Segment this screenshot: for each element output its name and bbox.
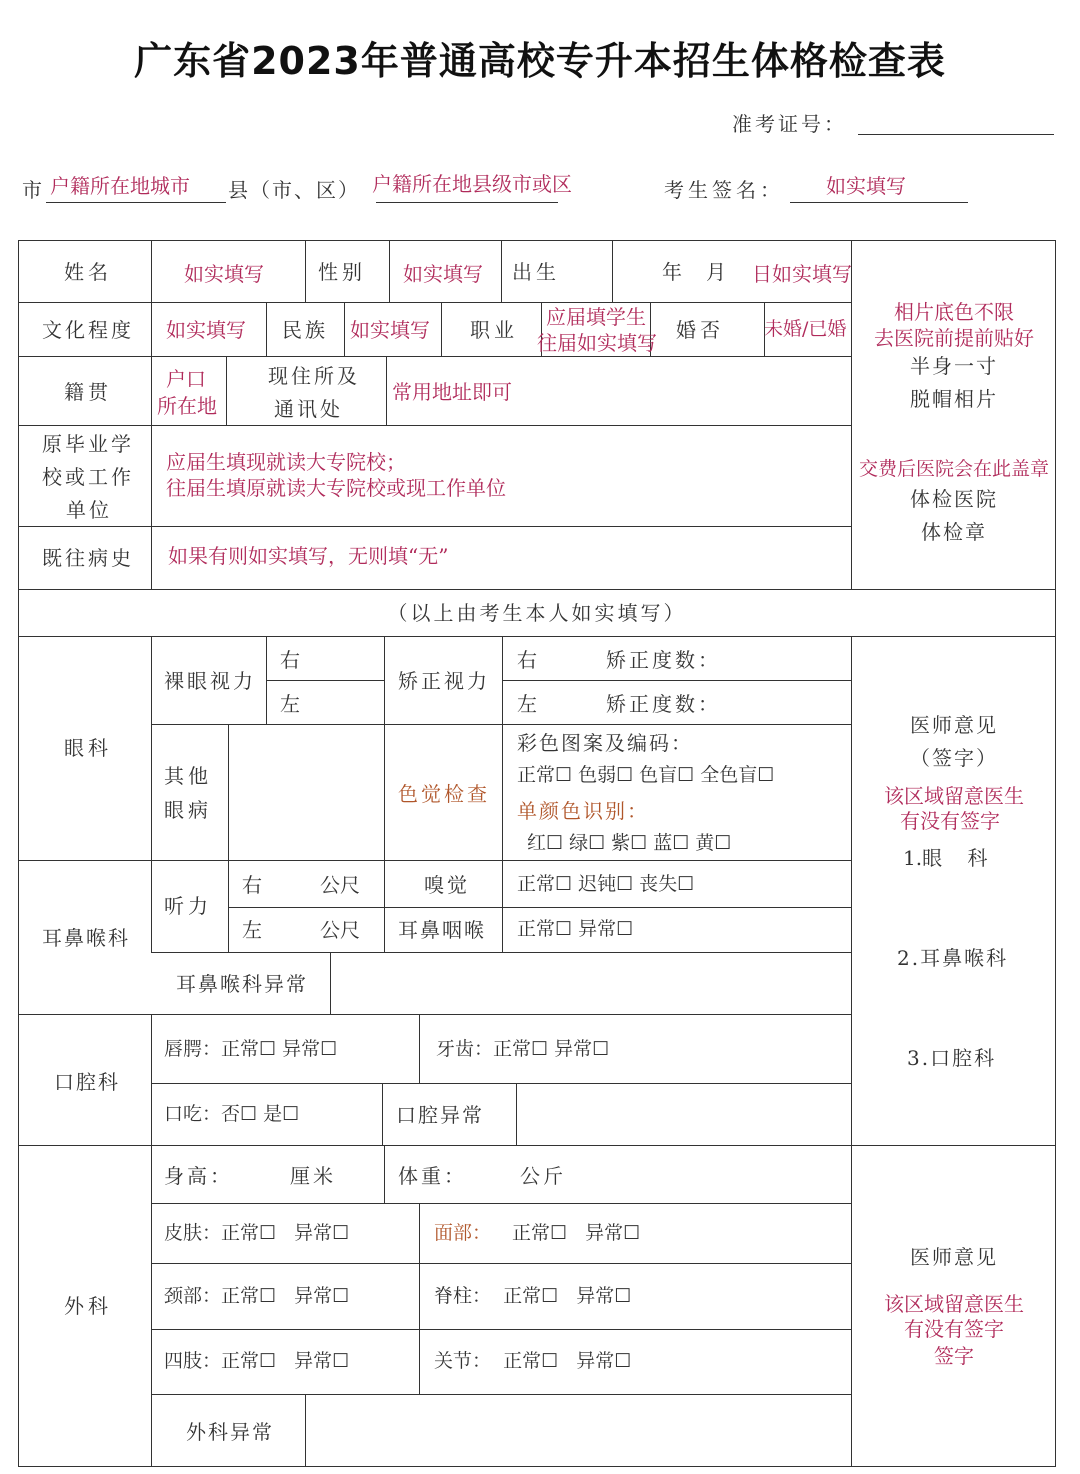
edu-label: 文化程度: [42, 318, 134, 342]
school-value-line2[interactable]: 往届生填原就读大专院校或现工作单位: [166, 476, 506, 500]
job-label: 职业: [470, 318, 518, 342]
job-value-line2[interactable]: 往届如实填写: [537, 331, 657, 355]
hearing-right-unit: 公尺: [320, 873, 360, 897]
color-check-label: 色觉检查: [398, 782, 490, 806]
ent-section-label: 耳鼻喉科: [42, 926, 130, 950]
surgery-doctor-opinion: 医师意见: [910, 1245, 998, 1269]
name-label: 姓名: [64, 260, 112, 284]
throat-label: 耳鼻咽喉: [398, 918, 486, 942]
surgery-abnormal-label: 外科异常: [186, 1420, 274, 1444]
hearing-right-label: 右: [242, 873, 262, 897]
limbs-options[interactable]: 四肢：正常☐ 异常☐: [164, 1350, 350, 1372]
single-color-options[interactable]: 红☐ 绿☐ 紫☐ 蓝☐ 黄☐: [527, 832, 732, 854]
corrected-right-degree[interactable]: 矫正度数：: [606, 648, 721, 672]
city-value[interactable]: 户籍所在地城市: [50, 174, 190, 198]
ethnic-value[interactable]: 如实填写: [350, 318, 430, 342]
month-label: 月: [706, 260, 726, 284]
face-label: 面部：: [434, 1222, 492, 1244]
photo-size-note: 半身一寸: [910, 354, 998, 378]
corrected-left-label: 左: [517, 692, 537, 716]
year-label: 年: [662, 260, 682, 284]
name-value[interactable]: 如实填写: [184, 262, 264, 286]
oral-section-label: 口腔科: [54, 1070, 120, 1094]
eye-section-label: 眼科: [64, 736, 112, 760]
birth-label: 出生: [512, 260, 560, 284]
sign-label: 考生签名：: [664, 178, 784, 202]
gender-value[interactable]: 如实填写: [403, 262, 483, 286]
school-label-line3: 单位: [66, 498, 112, 522]
joints-options[interactable]: 关节： 正常☐ 异常☐: [434, 1350, 632, 1372]
surgery-doctor-sign[interactable]: 签字: [934, 1344, 974, 1368]
stutter-options[interactable]: 口吃：否☐ 是☐: [164, 1103, 300, 1125]
height-label: 身高：: [164, 1164, 233, 1188]
hukou-line2: 所在地: [157, 394, 217, 418]
throat-options[interactable]: 正常☐ 异常☐: [517, 918, 634, 940]
corrected-right-label: 右: [517, 648, 537, 672]
lips-options[interactable]: 唇腭：正常☐ 异常☐: [164, 1038, 338, 1060]
ticket-number-field[interactable]: [858, 134, 1054, 135]
corrected-left-degree[interactable]: 矫正度数：: [606, 692, 721, 716]
day-value[interactable]: 日如实填写: [752, 262, 852, 286]
hearing-left-label: 左: [242, 918, 262, 942]
naked-vision-label: 裸眼视力: [164, 669, 256, 693]
neck-options[interactable]: 颈部：正常☐ 异常☐: [164, 1285, 350, 1307]
page-title: 广东省2023年普通高校专升本招生体格检查表: [134, 39, 946, 83]
hearing-label: 听力: [164, 894, 212, 918]
doctor-sign-oral[interactable]: 3.口腔科: [907, 1046, 997, 1070]
single-color-label: 单颜色识别：: [517, 799, 649, 823]
county-underline: [376, 202, 558, 203]
photo-note-1: 相片底色不限: [894, 300, 1014, 324]
photo-hat-note: 脱帽相片: [910, 387, 998, 411]
doctor-sign-label: （签字）: [910, 746, 998, 770]
edu-value[interactable]: 如实填写: [166, 318, 246, 342]
city-prefix: 市: [22, 178, 42, 202]
job-value-line1[interactable]: 应届填学生: [546, 305, 646, 329]
color-pattern-options[interactable]: 正常☐ 色弱☐ 色盲☐ 全色盲☐: [517, 764, 775, 786]
weight-unit: 公斤: [520, 1164, 566, 1188]
doctor-opinion-label: 医师意见: [910, 713, 998, 737]
doctor-sign-ent[interactable]: 2.耳鼻喉科: [897, 946, 1009, 970]
school-label-line1: 原毕业学: [42, 432, 134, 456]
address-label-line1: 现住所及: [268, 364, 360, 388]
stamp-label: 体检章: [921, 520, 987, 544]
color-pattern-label: 彩色图案及编码：: [517, 731, 693, 755]
stamp-note: 交费后医院会在此盖章: [858, 458, 1049, 480]
smell-options[interactable]: 正常☐ 迟钝☐ 丧失☐: [517, 873, 695, 895]
smell-label: 嗅觉: [424, 873, 470, 897]
other-eye-label-2: 眼病: [164, 798, 212, 822]
skin-options[interactable]: 皮肤：正常☐ 异常☐: [164, 1222, 350, 1244]
naked-left-label: 左: [280, 692, 300, 716]
ethnic-label: 民族: [282, 318, 328, 342]
oral-abnormal-label: 口腔异常: [396, 1103, 484, 1127]
origin-label: 籍贯: [64, 380, 112, 404]
naked-right-label: 右: [280, 648, 300, 672]
doctor-note-2: 有没有签字: [900, 809, 1000, 833]
stamp-hospital: 体检医院: [910, 487, 998, 511]
county-value[interactable]: 户籍所在地县级市或区: [372, 172, 572, 196]
sign-value[interactable]: 如实填写: [826, 174, 906, 198]
weight-label: 体重：: [398, 1164, 467, 1188]
spine-options[interactable]: 脊柱： 正常☐ 异常☐: [434, 1285, 632, 1307]
face-options[interactable]: 正常☐ 异常☐: [512, 1222, 641, 1244]
other-eye-label-1: 其他: [164, 764, 212, 788]
surgery-doctor-note-1: 该区域留意医生: [884, 1292, 1024, 1316]
gender-label: 性别: [318, 260, 366, 284]
teeth-options[interactable]: 牙齿：正常☐ 异常☐: [436, 1038, 610, 1060]
sign-underline: [790, 202, 968, 203]
address-label-line2: 通讯处: [274, 397, 343, 421]
height-unit: 厘米: [290, 1164, 336, 1188]
surgery-doctor-note-2: 有没有签字: [904, 1317, 1004, 1341]
surgery-section-label: 外科: [64, 1294, 112, 1318]
history-value[interactable]: 如果有则如实填写，无则填“无”: [168, 544, 449, 568]
city-underline: [46, 202, 226, 203]
doctor-note-1: 该区域留意医生: [884, 784, 1024, 808]
school-label-line2: 校或工作: [42, 465, 134, 489]
hukou-line1: 户口: [166, 367, 206, 391]
address-value[interactable]: 常用地址即可: [392, 380, 512, 404]
corrected-vision-label: 矫正视力: [398, 669, 490, 693]
county-label: 县（市、区）: [228, 178, 360, 202]
marital-value[interactable]: 未婚/已婚: [764, 318, 847, 340]
ent-abnormal-label: 耳鼻喉科异常: [176, 972, 308, 996]
school-value-line1[interactable]: 应届生填现就读大专院校；: [166, 450, 406, 474]
hearing-left-unit: 公尺: [320, 918, 360, 942]
history-label: 既往病史: [42, 546, 134, 570]
marital-label: 婚否: [676, 318, 724, 342]
photo-note-2: 去医院前提前贴好: [874, 326, 1034, 350]
ticket-label: 准考证号：: [732, 112, 847, 136]
self-fill-note: （以上由考生本人如实填写）: [387, 601, 687, 625]
doctor-sign-eye[interactable]: 1.眼 科: [903, 846, 988, 870]
